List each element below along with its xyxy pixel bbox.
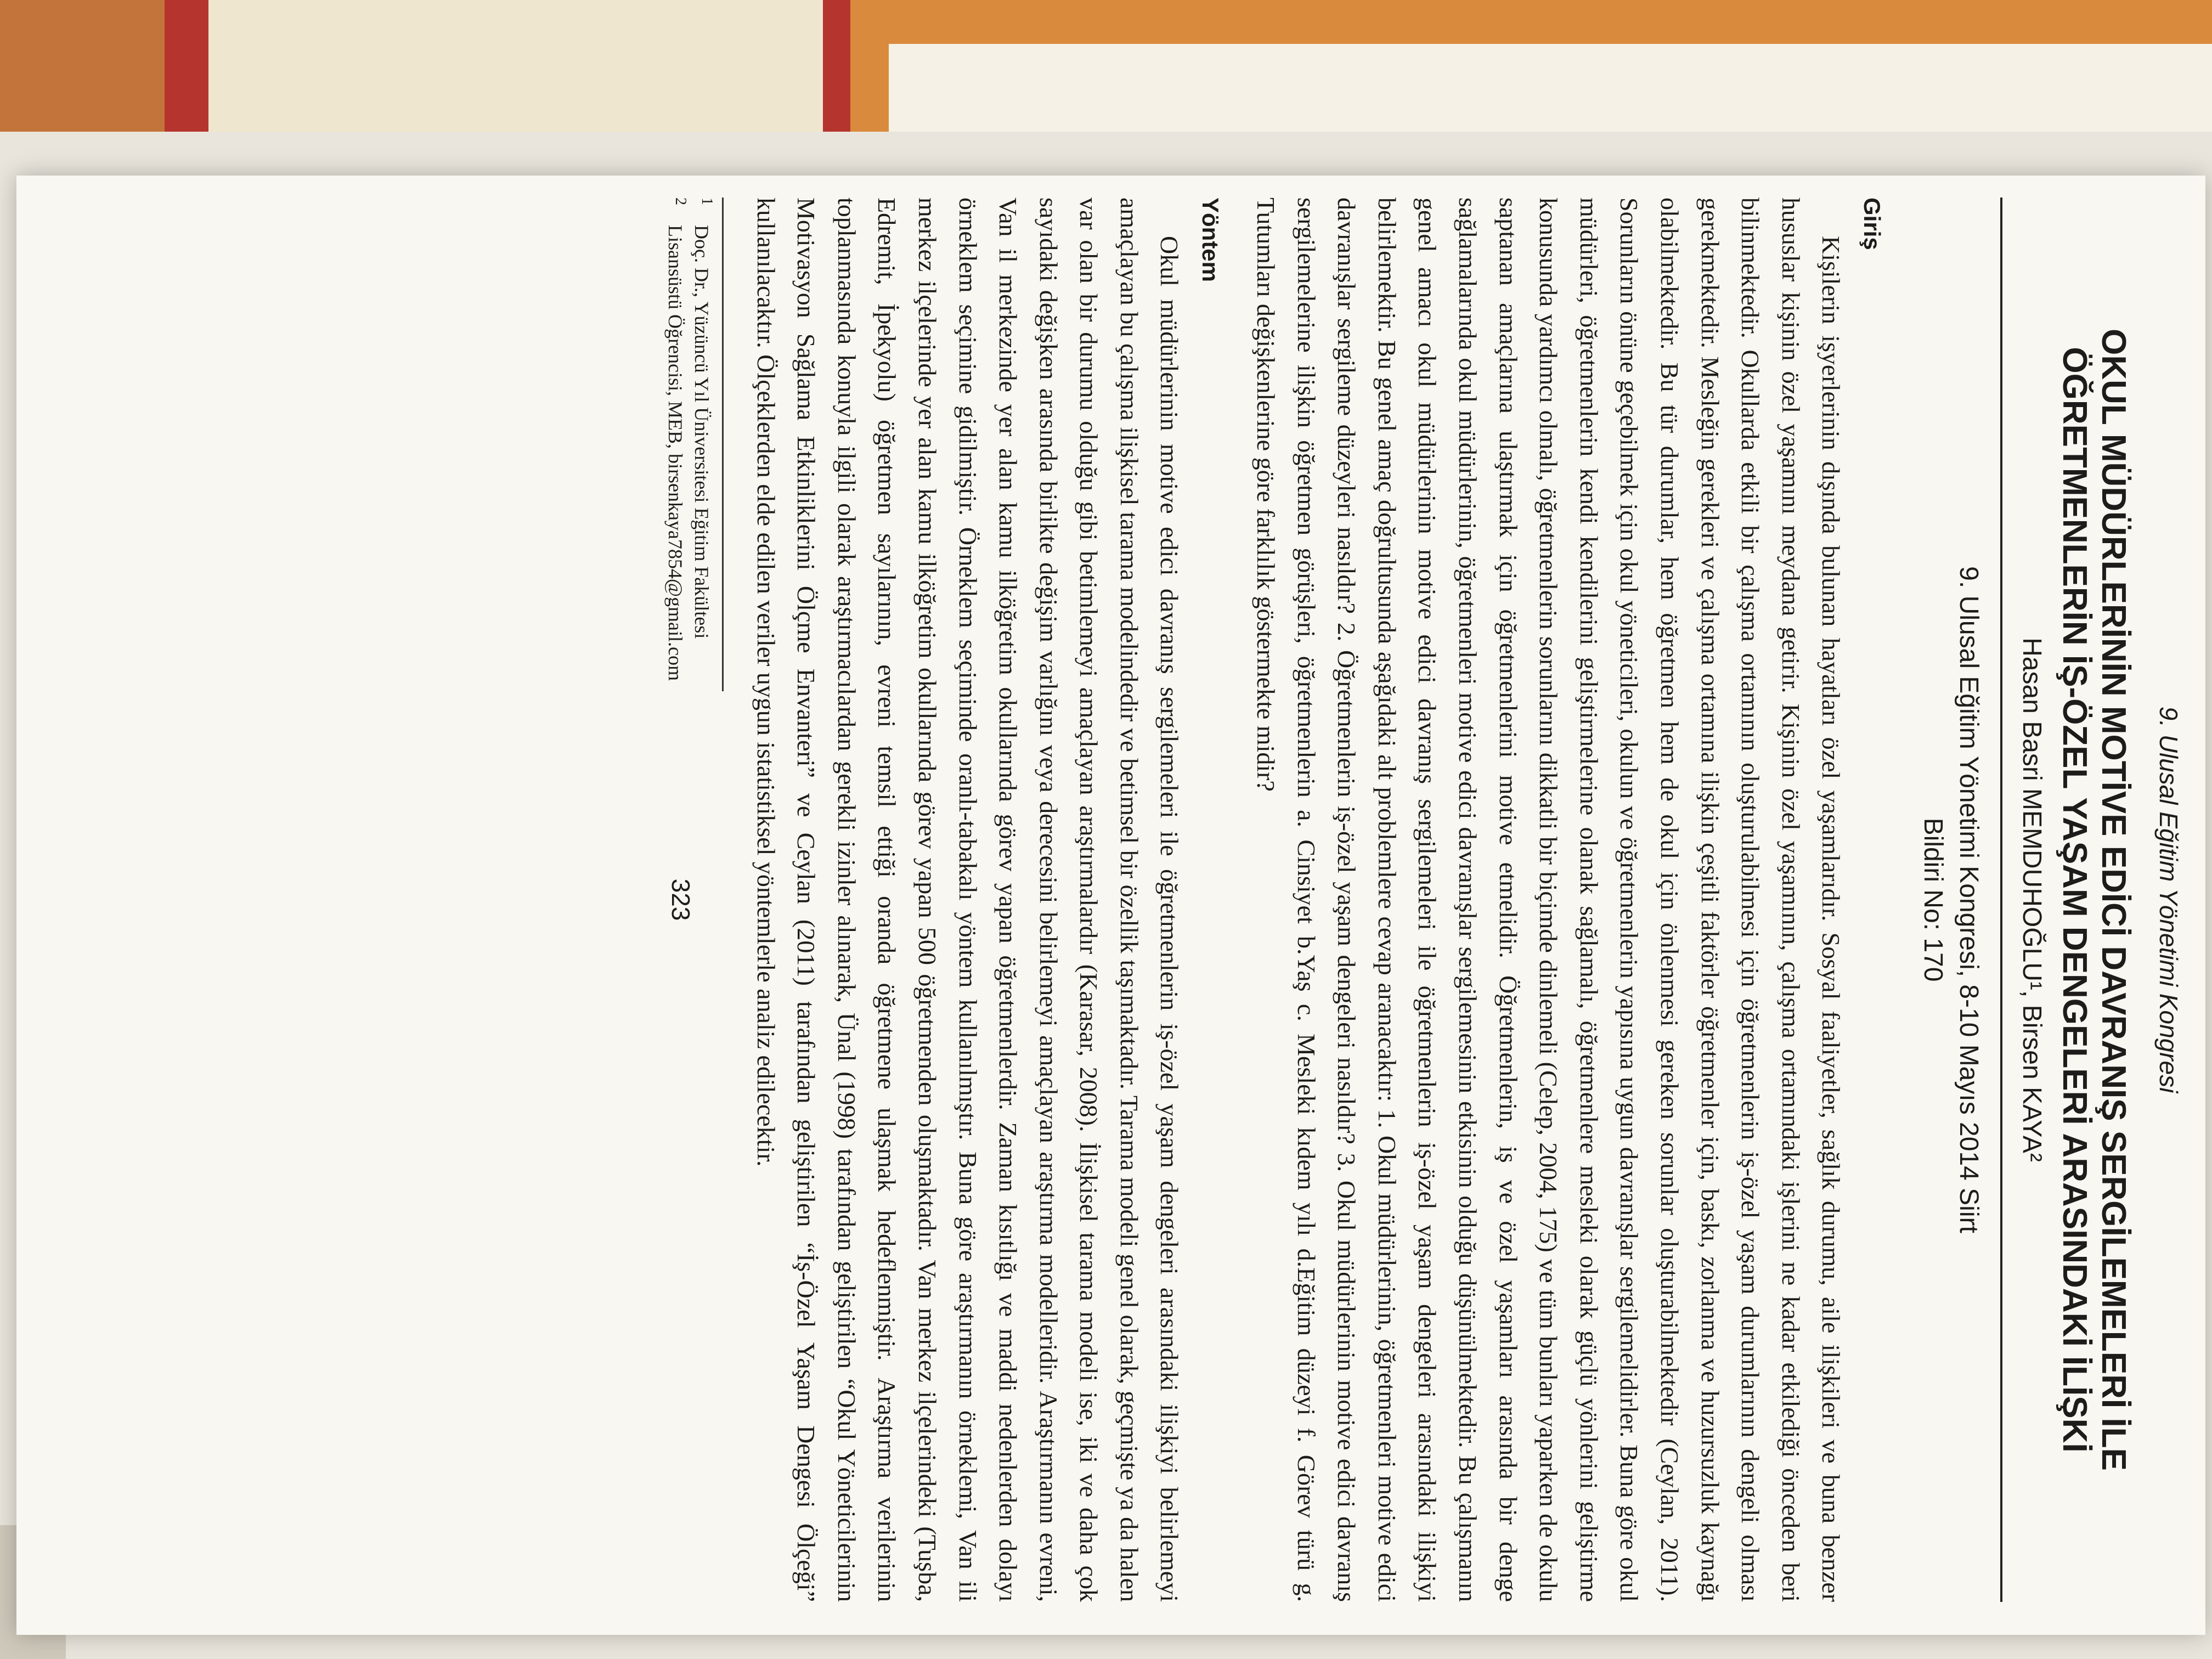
page-number: 323 — [666, 878, 695, 921]
authors: Hasan Basri MEMDUHOĞLU¹, Birsen KAYA² — [2017, 637, 2047, 1162]
title-rule — [2000, 198, 2002, 1602]
section-heading-yontem: Yöntem — [1198, 198, 1224, 283]
paper-number: Bildiri No: 170 — [1918, 817, 1948, 982]
footnote-2: 2Lisansüstü Öğrencisi, MEB, birsenkaya7854@gmail.com — [664, 198, 689, 681]
running-head: 9. Ulusal Eğitim Yönetimi Kongresi — [2154, 706, 2183, 1093]
footnote-1: 1Doç. Dr., Yüzüncü Yıl Üniversitesi Eğitim Fakültesi — [690, 198, 715, 639]
page-content — [88, 198, 2183, 1602]
giris-paragraph: Kişilerin işyerlerinin dışında bulunan hayatları özel yaşamlarıdır. Sosyal faaliyetler, sağlık durumu, aile ilişkileri ve buna benzer hususlar kişinin özel yaşamını meydana getirir. Kişinin özel yaşamının, çalışma ortamındaki işlerini ne kadar etkilediği önceden beri bilinmektedir. Okullarda etkili bir çalışma ortamının oluşturulabilmesi için öğretmenlerin iş-özel yaşam durumlarının dengeli olması gerekmektedir. Mesleğin gerekleri ve çalışma ortamına ilişkin çeşitli faktörler öğretmenler için, baskı, zorlanma ve huzursuzluk kaynağı olabilmektedir. Bu tür durumlar, hem öğretmen hem de okul için önlenmesi gereken sorunlar oluşturabilmektedir (Ceylan, 2011). Sorunların önüne geçebilmek için okul yöneticileri, okulun ve öğretmenlerin yapısına uygun davranışlar sergilemelidirler. Buna göre okul müdürleri, öğretmenlerin kendi kendilerini geliştirmelerine olanak sağlamalı, öğretmenlere mesleki olarak güçlü yönlerini geliştirme konusunda yardımcı olmalı, öğretmenlerin sorunlarını dikkatli bir biçimde dinlemeli (Celep, 2004, 175) ve tüm bunları yaparken de okulu saptanan amaçlarına ulaştırmak için öğretmenlerini motive etmelidir. Öğretmenlerin, iş ve özel yaşamları arasında bir denge sağlamalarında okul müdürlerinin, öğretmenleri motive edici davranışlar sergilemesinin etkisinin olduğu düşünülmektedir. Bu çalışmanın genel amacı okul müdürlerinin motive edici davranış sergilemeleri ile öğretmenlerin iş-özel yaşam dengeleri arasındaki ilişkiyi belirlemektir. Bu genel amaç doğrultusunda aşağıdaki alt problemlere cevap aranacaktır: 1. Okul müdürlerinin, öğretmenleri motive edici davranışlar sergileme düzeyleri nasıldır? 2. Öğretmenlerin iş-özel yaşam dengeleri nasıldır? 3. Okul müdürlerinin motive edici davranış sergilemelerine ilişkin öğretmen görüşleri, öğretmenlerin a. Cinsiyet b.Yaş c. Mesleki kıdem yılı d.Eğitim düzeyi f. Görev türü g. Tutumları değişkenlerine göre farklılık göstermekte midir? — [1252, 198, 1846, 1602]
document-page — [16, 176, 2205, 1635]
paper-title-line-1: OKUL MÜDÜRLERİNİN MOTİVE EDİCİ DAVRANIŞ SERGİLEMELERİ İLE — [2095, 329, 2132, 1471]
footnotes — [664, 198, 724, 691]
paper-title-line-2: ÖĞRETMENLERİN İŞ-ÖZEL YAŞAM DENGELERİ ARASINDAKİ İLİŞKİ — [2055, 347, 2094, 1453]
section-heading-giris: Giriş — [1859, 198, 1886, 250]
congress-info: 9. Ulusal Eğitim Yönetimi Kongresi, 8-10 Mayıs 2014 Siirt — [1954, 566, 1984, 1233]
yontem-paragraph: Okul müdürlerinin motive edici davranış sergilemeleri ile öğretmenlerin iş-özel yaşam dengeleri arasındaki ilişkiyi belirlemeyi amaçlayan bu çalışma ilişkisel tarama modelindedir ve betimsel bir özellik taşımaktadır. Tarama modeli genel olarak, geçmişte ya da halen var olan bir durumu olduğu gibi betimlemeyi amaçlayan araştırmalardır (Karasar, 2008). İlişkisel tarama modeli ise, iki ve daha çok sayıdaki değişken arasında birlikte değişim varlığını veya derecesini belirlemeyi amaçlayan araştırma modelleridir. Araştırmanın evreni, Van il merkezinde yer alan kamu ilköğretim okullarında görev yapan öğretmenlerdir. Zaman kısıtlığı ve maddi nedenlerden dolayı örneklem seçimine gidilmiştir. Örneklem seçiminde oranlı-tabakalı yöntem kullanılmıştır. Buna göre araştırmanın örneklemi, Van ili merkez ilçelerinde yer alan kamu ilköğretim okullarında görev yapan 500 öğretmenden oluşmaktadır. Van merkez ilçelerindeki (Tuşba, Edremit, İpekyolu) öğretmen sayılarının, evreni temsil ettiği oranda öğretmene ulaşmak hedeflenmiştir. Araştırma verilerinin toplanmasında konuyla ilgili olarak araştırmacılardan gerekli izinler alınarak, Ünal (1998) tarafından geliştirilen “Okul Yöneticilerinin Motivasyon Sağlama Etkinliklerini Ölçme Envanteri” ve Ceylan (2011) tarafından geliştirilen “İş-Özel Yaşam Dengesi Ölçeği” kullanılacaktır. Ölçeklerden elde edilen veriler uygun istatistiksel yöntemlerle analiz edilecektir. — [752, 198, 1184, 1602]
